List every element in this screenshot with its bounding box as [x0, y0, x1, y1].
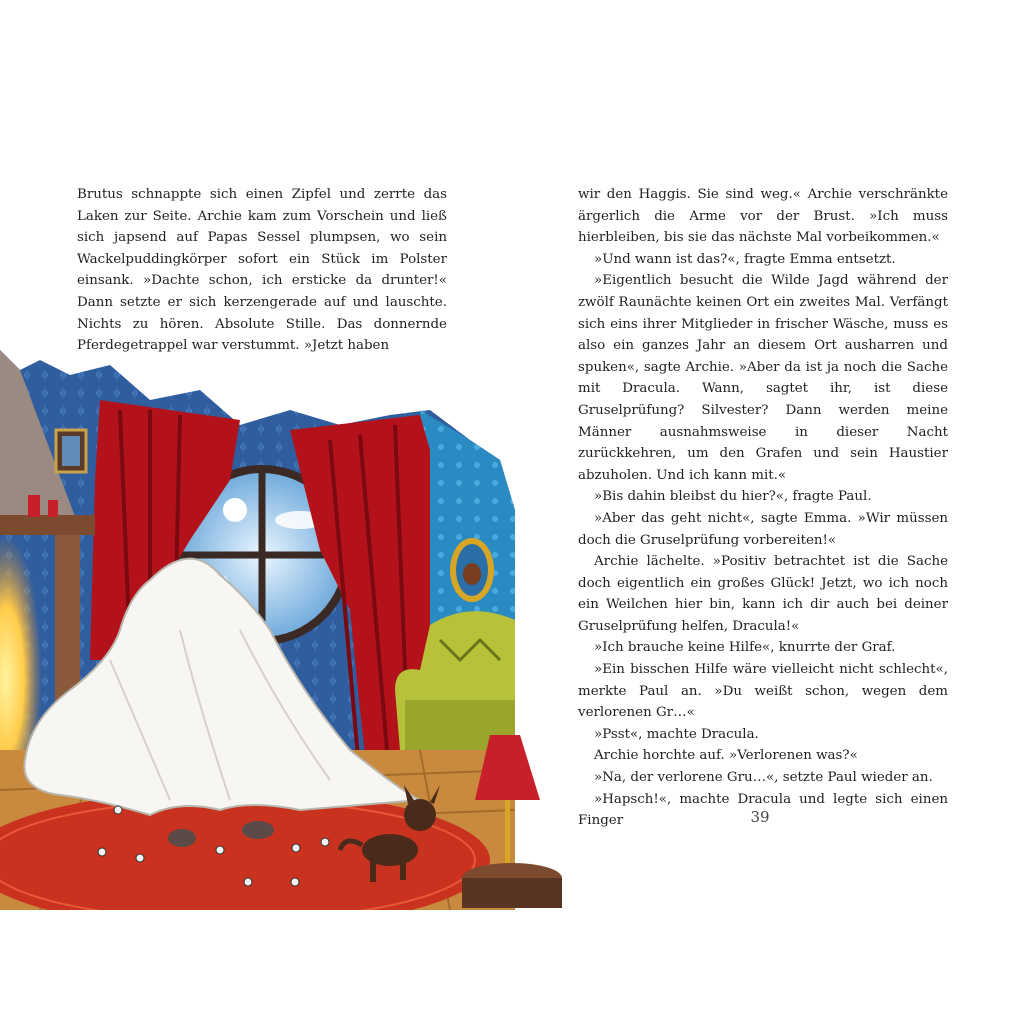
- right-paragraph-6: Archie lächelte. »Positiv betrachtet ist die Sache doch eigentlich ein großes Glück! Jetzt, wo ich noch ein Weilchen hier bin, kann ich dir auch bei deiner Gruselprüfung helfen, Dracula!«: [578, 554, 948, 634]
- portrait-icon: [450, 538, 494, 602]
- right-paragraph-11: »Na, der verlorene Gru…«, setzte Paul wieder an.: [594, 770, 933, 786]
- right-paragraph-3: »Eigentlich besucht die Wilde Jagd während der zwölf Raunächte keinen Ort ein zweites Mal. Verfängt sich eins ihrer Mitglieder in frischer Wäsche, muss es also ein ganzes Jahr an diesem Ort ausharren und spuken«, sagte Archie. »Aber da ist ja noch die Sache mit Dracula. Wann, sagtet ihr, ist diese Gruselprüfung? Silvester? Dann werden meine Männer ausnahmsweise in dieser Nacht zurückkehren, um den Grafen und sein Haustier abzuholen. Und ich kann mit.«: [578, 273, 948, 483]
- right-paragraph-12: »Hapsch!«, machte Dracula und legte sich einen Finger: [578, 791, 948, 829]
- page-number: 39: [750, 808, 770, 826]
- right-paragraph-9: »Psst«, machte Dracula.: [594, 726, 759, 742]
- illustration-ghost-living-room: [0, 330, 580, 910]
- right-paragraph-10: Archie horchte auf. »Verlorenen was?«: [594, 748, 858, 764]
- right-paragraph-4: »Bis dahin bleibst du hier?«, fragte Paul.: [594, 489, 872, 505]
- right-page-text: [578, 184, 948, 832]
- left-paragraph-1: Brutus schnappte sich einen Zipfel und zerrte das Laken zur Seite. Archie kam zum Vorschein und ließ sich japsend auf Papas Sessel plumpsen, wo sein Wackelpuddingkörper sofort ein Stück im Polster einsank. »Dachte schon, ich ersticke da drunter!« Dann setzte er sich kerzengerade auf und lauschte. Nichts zu hören. Absolute Stille. Das donnernde Pferdegetrappel war verstummt. »Jetzt haben: [77, 187, 447, 354]
- right-paragraph-2: »Und wann ist das?«, fragte Emma entsetzt.: [594, 251, 896, 267]
- right-paragraph-1: wir den Haggis. Sie sind weg.« Archie verschränkte ärgerlich die Arme vor der Brust. »Ich muss hierbleiben, bis sie das nächste Mal vorbeikommen.«: [578, 187, 948, 246]
- right-paragraph-5: »Aber das geht nicht«, sagte Emma. »Wir müssen doch die Gruselprüfung vorbereiten!«: [578, 510, 948, 548]
- side-table-icon: [462, 863, 562, 908]
- right-paragraph-8: »Ein bisschen Hilfe wäre vielleicht nicht schlecht«, merkte Paul an. »Du weißt schon, wegen dem verlorenen Gr…«: [578, 662, 948, 721]
- right-paragraph-7: »Ich brauche keine Hilfe«, knurrte der Graf.: [594, 640, 896, 656]
